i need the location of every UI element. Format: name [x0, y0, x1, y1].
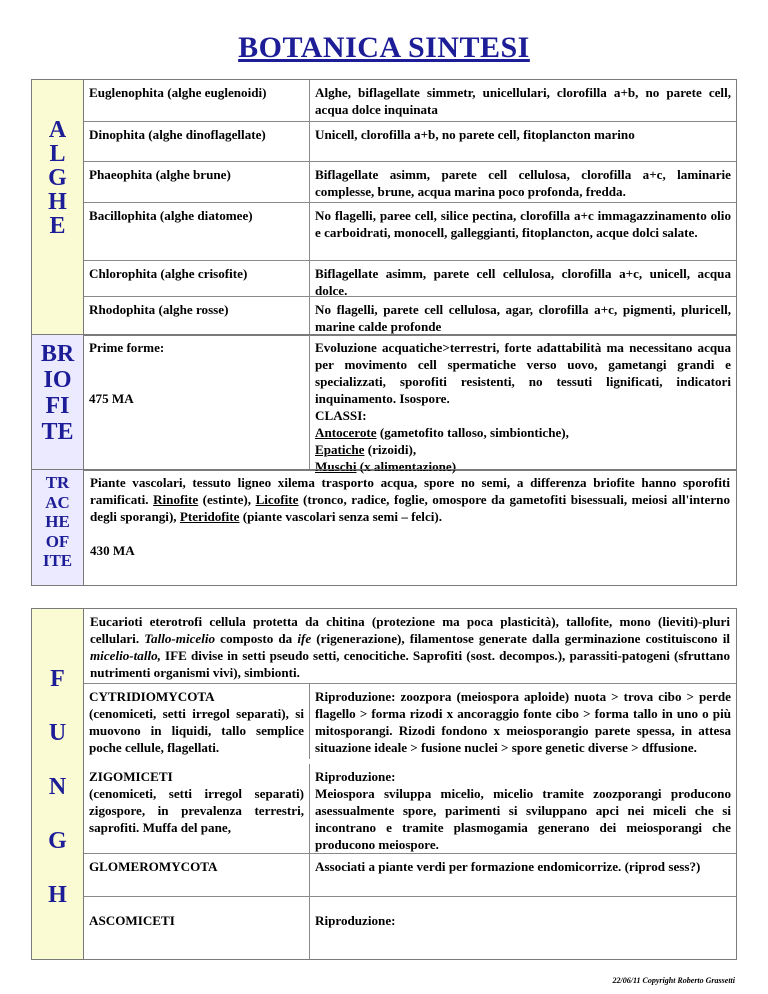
- alga-name: Chlorophita (alghe crisofite): [84, 261, 310, 296]
- side-letter: BR: [40, 341, 75, 367]
- alga-name: Phaeophita (alghe brune): [84, 162, 310, 202]
- briofite-age: 475 MA: [89, 391, 134, 406]
- group-licofite: Licofite: [255, 492, 299, 507]
- table-row: [84, 897, 736, 959]
- briofite-section: [31, 334, 737, 474]
- table-row: [84, 297, 736, 335]
- side-letter: L: [49, 141, 66, 167]
- alga-desc: Unicell, clorofilla a+b, no parete cell, fitoplancton marino: [315, 127, 635, 142]
- phylum-desc: Riproduzione: zoozpora (meiospora aploide) nuota > trova cibo > perde flagello > forma rizodi x ancoraggio fonte cibo > forma tallo in uno o più mitosporangi. Rizodi fondono x meiosporangio parete spessa, in attesa situazione ideale > fusione nuclei > spore genetic diverse > dffusione.: [315, 689, 731, 755]
- phylum-desc: Associati a piante verdi per formazione endomicorrize. (riprod sess?): [315, 859, 701, 874]
- table-row: [84, 470, 736, 585]
- side-letter: FI: [45, 393, 70, 419]
- group-pteridofite: Pteridofite: [179, 509, 240, 524]
- side-letter: IO: [43, 367, 72, 393]
- table-row: [84, 684, 736, 759]
- classe-item: Epatiche (rizoidi),: [315, 442, 417, 457]
- side-letter: G: [48, 828, 67, 854]
- phylum-desc: Riproduzione:: [315, 913, 396, 928]
- funghi-side-label: [32, 609, 84, 959]
- side-letter: OF: [45, 531, 70, 551]
- alga-name: Rhodophita (alghe rosse): [84, 297, 310, 335]
- alga-name: Bacillophita (alghe diatomee): [84, 203, 310, 260]
- phylum-desc: Riproduzione: Meiospora sviluppa micelio, micelio tramite zoozporangi producono asessualmente spore, parimenti si sviluppano apci nei miceli che si incontrano e tramite plasmogamia generano dei meiosporangi che producono meiospore.: [315, 769, 731, 852]
- alga-desc: Alghe, biflagellate simmetr, unicellulari, clorofilla a+b, no parete cell, acqua dolce inquinata: [315, 85, 731, 117]
- alga-desc: Biflagellate asimm, parete cell cellulosa, clorofilla a+c, laminarie complesse, brune, acqua marina poco profonda, fredda.: [315, 167, 731, 199]
- table-row: [84, 764, 736, 854]
- side-letter: H: [48, 882, 67, 908]
- side-letter: F: [50, 666, 65, 692]
- side-letter: AC: [45, 492, 70, 512]
- side-letter: H: [48, 189, 67, 215]
- phylum-name: CYTRIDIOMYCOTA (cenomiceti, setti irregol separati), si muovono in liquidi, tallo semplice poche cellule, flagellati.: [84, 684, 310, 759]
- side-letter: TR: [45, 473, 70, 492]
- group-rinofite: Rinofite: [153, 492, 199, 507]
- phylum-name: GLOMEROMYCOTA: [84, 854, 310, 896]
- side-letter: E: [49, 213, 66, 239]
- table-row: [84, 335, 736, 474]
- briofite-text: Evoluzione acquatiche>terrestri, forte adattabilità ma necessitano acqua per movimento cell spermatiche verso uovo, gametangi grandi e specializzati, sporofiti resistenti, no tessuti lignificati, indicatori inquinamento. Isospore.: [315, 340, 731, 406]
- tracheofite-desc: Piante vascolari, tessuto ligneo xilema trasporto acqua, spore no semi, a differenza briofite hanno sporofiti ramificati. Rinofite (estinte), Licofite (tronco, radice, foglie, omospore da gametofiti bisessuali, meiosi all'interno degli sporangi), Pteridofite (piante vascolari senza semi – felci). 430 MA: [90, 475, 730, 558]
- side-letter: G: [48, 165, 67, 191]
- side-letter: U: [48, 720, 67, 746]
- alghe-side-label: [32, 80, 84, 335]
- side-letter: A: [48, 117, 67, 143]
- alga-desc: Biflagellate asimm, parete cell cellulosa, clorofilla a+c, unicell, acqua dolce.: [315, 266, 731, 298]
- side-letter: HE: [45, 512, 70, 531]
- table-row: [84, 122, 736, 162]
- alga-name: Euglenophita (alghe euglenoidi): [84, 80, 310, 121]
- classe-name: Epatiche: [315, 442, 365, 457]
- side-letter: ITE: [42, 551, 73, 570]
- side-letter: N: [48, 774, 67, 800]
- table-row: [84, 261, 736, 297]
- table-row: [84, 854, 736, 897]
- table-row: [84, 162, 736, 203]
- page-title: BOTANICA SINTESI: [238, 31, 530, 64]
- tracheofite-side-label: [32, 470, 84, 585]
- briofite-side-label: [32, 335, 84, 470]
- copyright-footer: 22/06/11 Copyright Roberto Grassetti: [612, 976, 735, 985]
- briofite-origin: [84, 335, 310, 470]
- alga-name: Dinophita (alghe dinoflagellate): [84, 122, 310, 161]
- funghi-section: [31, 608, 737, 960]
- table-row: [84, 203, 736, 261]
- classe-item: Antocerote (gametofito talloso, simbiontiche),: [315, 425, 569, 440]
- briofite-desc: [310, 335, 736, 474]
- alghe-section: [31, 79, 737, 336]
- tracheofite-section: [31, 469, 737, 586]
- alga-desc: No flagelli, parete cell cellulosa, agar, clorofilla a+c, pigmenti, pluricell, marine calde profonde: [315, 302, 731, 334]
- classi-label: CLASSI:: [315, 408, 367, 423]
- funghi-intro: Eucarioti eterotrofi cellula protetta da chitina (protezione ma poca plasticità), tallofite, mono (lieviti)-pluri cellulari. Tallo-micelio composto da ife (rigenerazione), filamentose generate dalla germinazione costituiscono il micelio-tallo, IFE divise in setti pseudo setti, cenocitiche. Saprofiti (sost. decompos.), parassiti-patogeni (sfruttano nutrimenti organismi vivi), simbionti.: [90, 614, 730, 680]
- table-row: [84, 80, 736, 122]
- phylum-name: ASCOMICETI: [84, 897, 310, 959]
- alga-desc: No flagelli, paree cell, silice pectina, clorofilla a+c immagazzinamento olio e carboidrati, monocell, galleggianti, fitoplancton, acque dolci salate.: [315, 208, 731, 240]
- phylum-name: ZIGOMICETI (cenomiceti, setti irregol separati) zigospore, in prevalenza terrestri, saprofiti. Muffa del pane,: [84, 764, 310, 853]
- tracheofite-age: 430 MA: [90, 543, 135, 558]
- classe-name: Antocerote: [315, 425, 377, 440]
- classe-name: Muschi: [315, 459, 357, 474]
- classe-item: Muschi (x alimentazione): [315, 459, 457, 474]
- prime-forme-label: Prime forme:: [89, 340, 165, 355]
- side-letter: TE: [41, 419, 74, 445]
- funghi-intro-row: [84, 609, 736, 684]
